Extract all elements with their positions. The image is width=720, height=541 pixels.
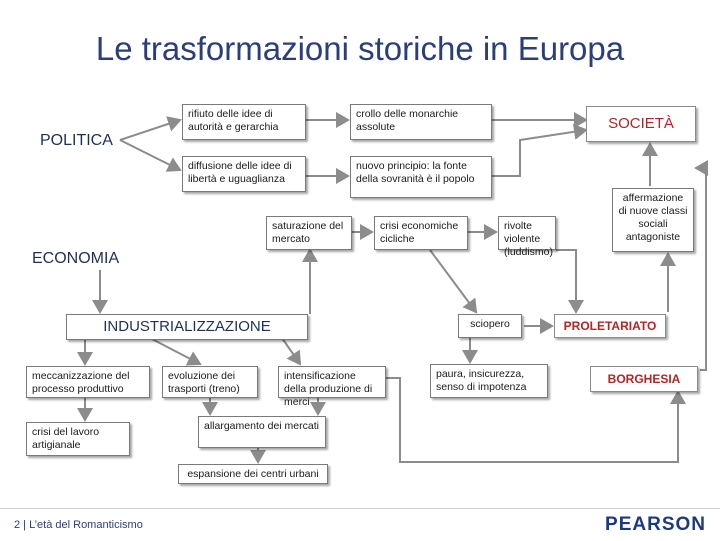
box-proletariato: PROLETARIATO [554, 314, 666, 338]
box-crisi-lavoro: crisi del lavoro artigianale [26, 422, 130, 456]
footer-page-label: 2 | L’età del Romanticismo [14, 519, 143, 531]
box-diffusione: diffusione delle idee di libertà e uguaglianza [182, 156, 306, 192]
box-espansione: espansione dei centri urbani [178, 464, 328, 484]
box-rifiuto: rifiuto delle idee di autorità e gerarchia [182, 104, 306, 140]
box-crollo: crollo delle monarchie assolute [350, 104, 492, 140]
link-industrializzazione-evoluzione [150, 338, 200, 364]
box-borghesia: BORGHESIA [590, 366, 698, 392]
box-intensificazione: intensificazione della produzione di merci [278, 366, 386, 398]
pearson-logo: PEARSON [605, 514, 706, 535]
link-politica-rifiuto [120, 120, 180, 140]
link-rivolte-proletariato [556, 250, 576, 312]
box-sciopero: sciopero [458, 314, 522, 338]
box-paura: paura, insicurezza, senso di impotenza [430, 364, 548, 398]
box-evoluzione: evoluzione dei trasporti (treno) [162, 366, 258, 398]
label-politica: POLITICA [40, 132, 113, 149]
box-meccanizzazione: meccanizzazione del processo produttivo [26, 366, 150, 398]
box-crisi-economiche: crisi economiche cicliche [374, 216, 468, 250]
link-crisi-sciopero [430, 250, 476, 312]
box-societa: SOCIETÀ [586, 106, 696, 142]
page-title: Le trasformazioni storiche in Europa [95, 30, 625, 67]
box-saturazione: saturazione del mercato [266, 216, 352, 250]
link-politica-diffusione [120, 140, 180, 170]
box-rivolte: rivolte violente (luddismo) [498, 216, 556, 250]
box-allargamento: allargamento dei mercati [198, 416, 326, 448]
box-nuovo-principio: nuovo principio: la fonte della sovranità è il popolo [350, 156, 492, 198]
footer-bar [0, 508, 720, 541]
link-industrializzazione-intensificazione [282, 338, 300, 364]
link-nuovo-societa [492, 130, 586, 176]
box-affermazione: affermazione di nuove classi sociali antagoniste [612, 188, 694, 252]
label-economia: ECONOMIA [32, 250, 120, 267]
link-borghesia-affermazione [696, 168, 706, 370]
box-industrializzazione: INDUSTRIALIZZAZIONE [66, 314, 308, 340]
